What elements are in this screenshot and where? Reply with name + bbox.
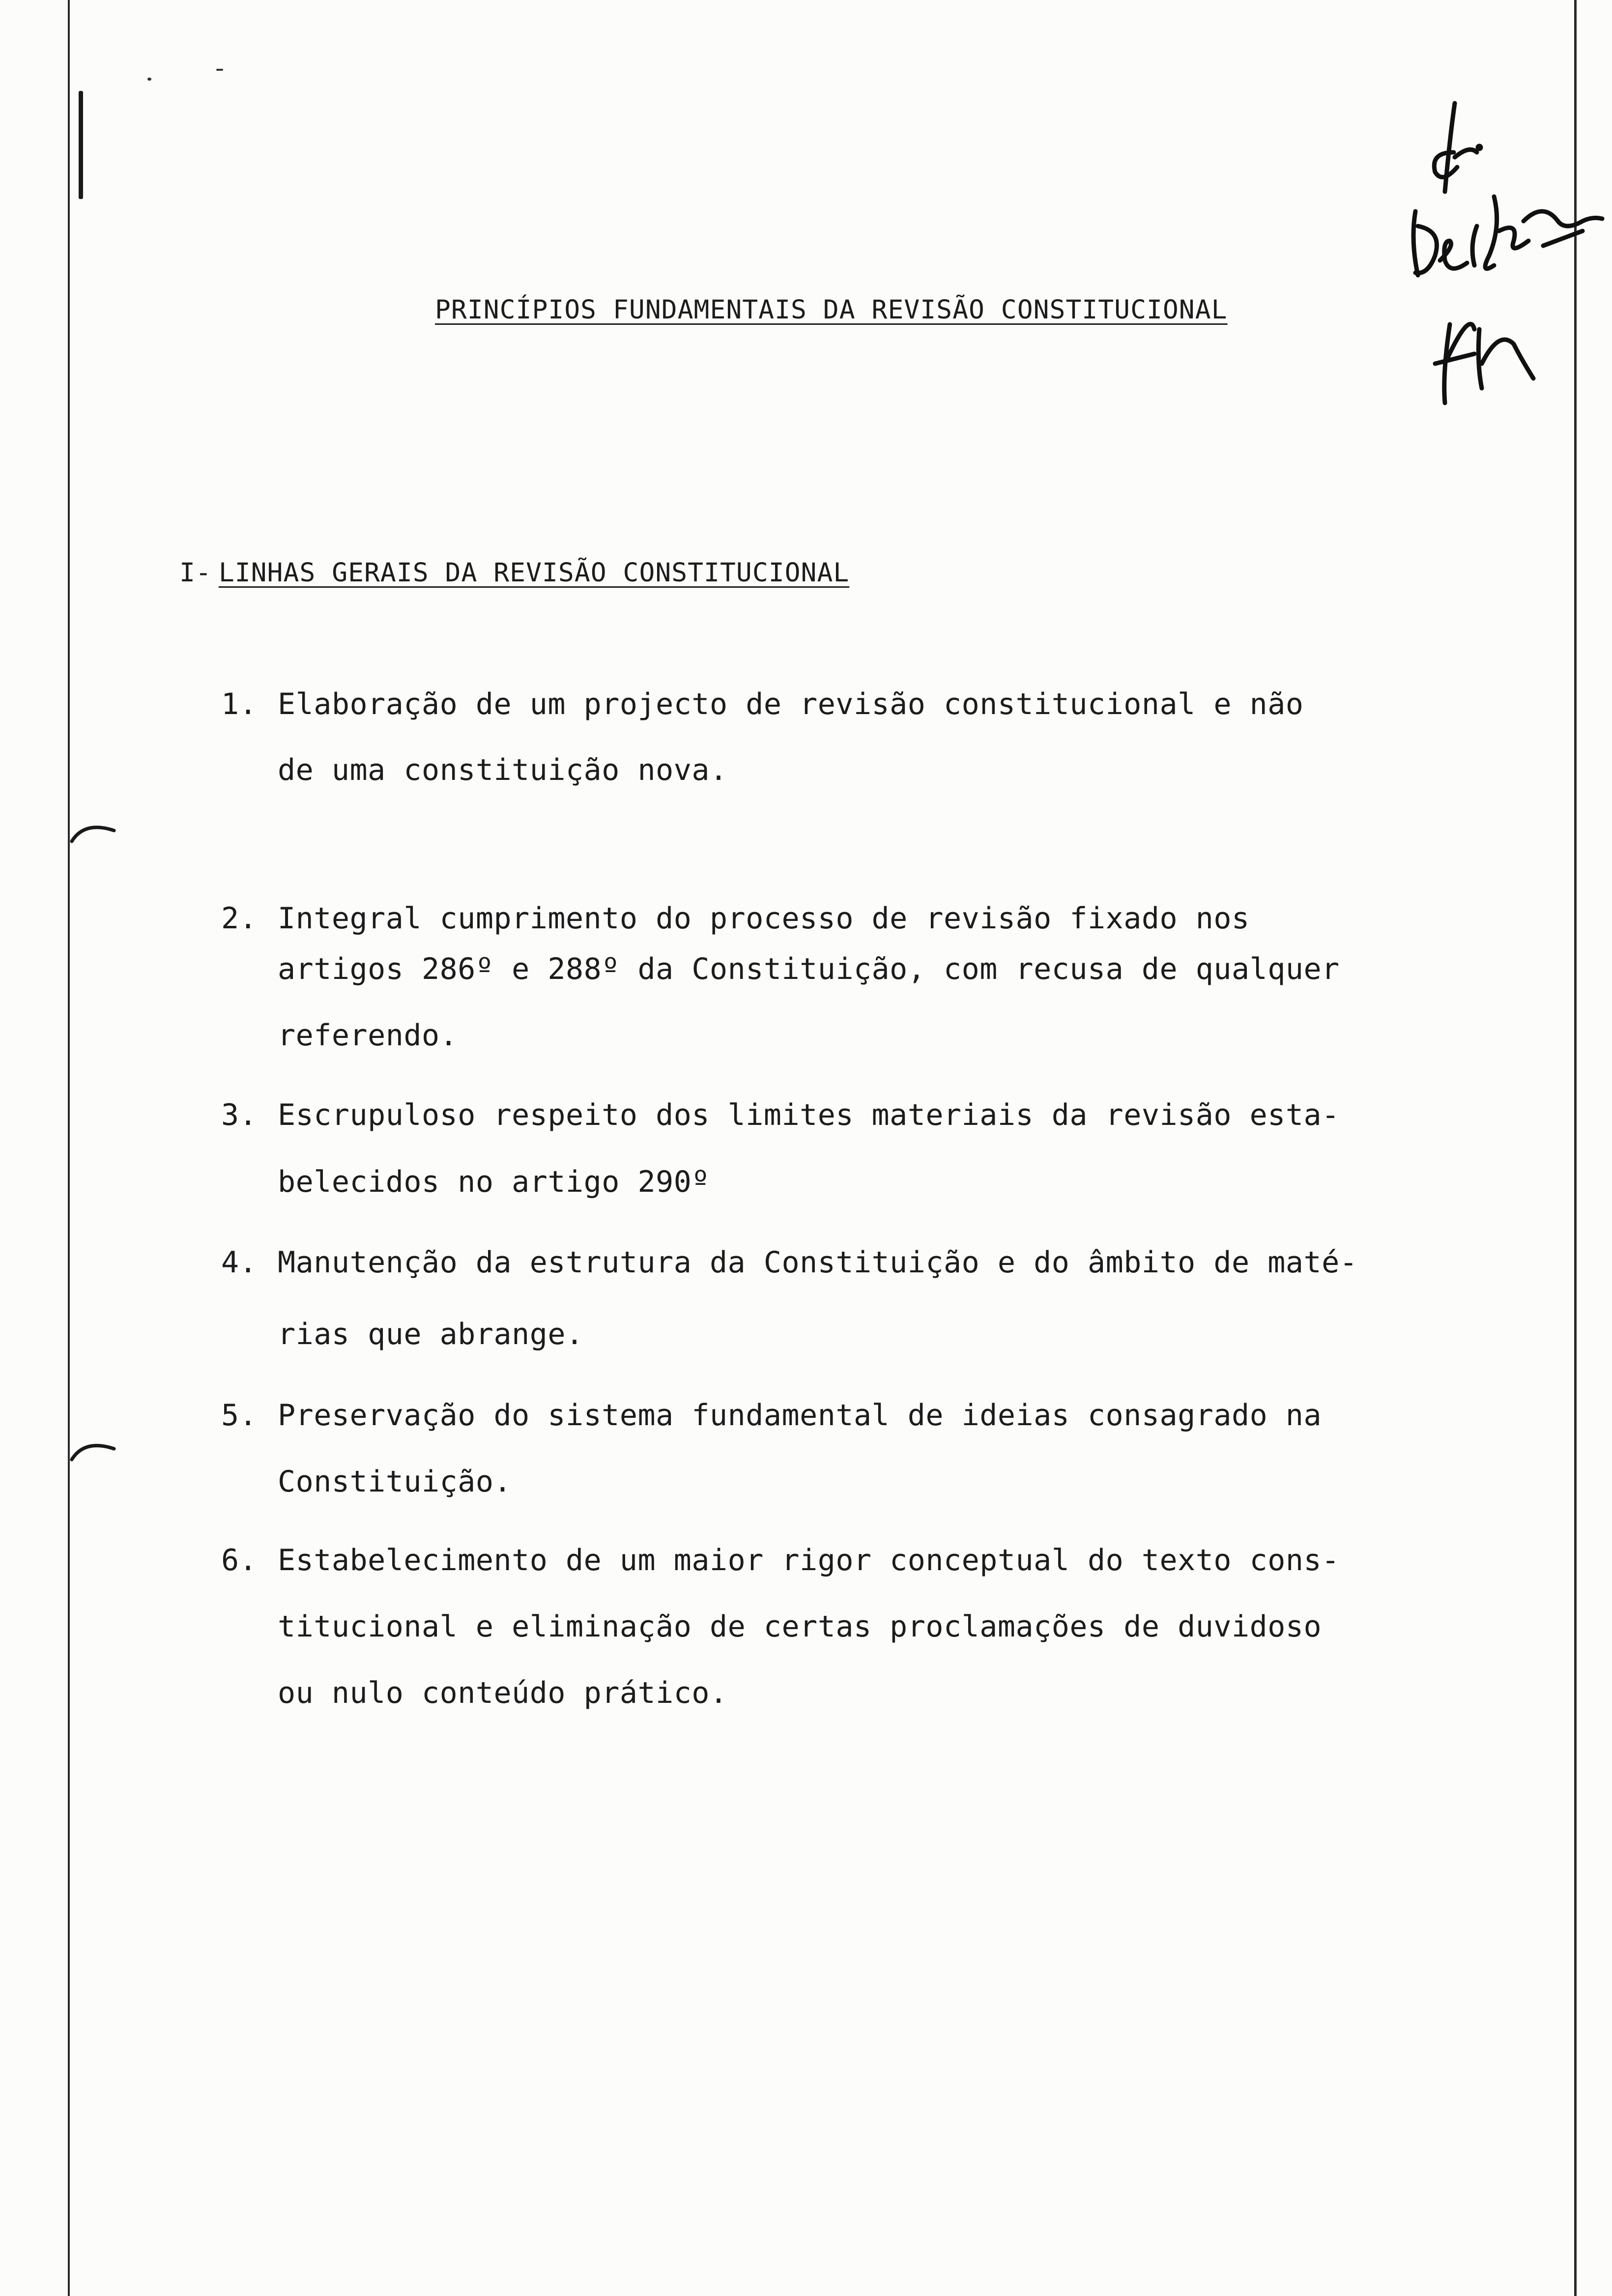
section-heading [179, 558, 849, 588]
list-item-2 [221, 901, 1250, 936]
scan-speck [216, 69, 223, 71]
list-item-line: de uma constituição nova. [278, 753, 728, 787]
list-item-number: 1. [221, 687, 258, 721]
list-item-number: 5. [221, 1398, 258, 1433]
section-title: LINHAS GERAIS DA REVISÃO CONSTITUCIONAL [218, 558, 850, 588]
list-item-6 [221, 1543, 1340, 1578]
list-item-line: Constituição. [278, 1464, 512, 1499]
list-item-1 [221, 687, 1304, 721]
list-item-line: referendo. [278, 1018, 458, 1053]
left-border-line [68, 0, 70, 2296]
document-title: PRINCÍPIOS FUNDAMENTAIS DA REVISÃO CONSTITUCIONAL [435, 295, 1228, 325]
list-item-number: 3. [221, 1098, 258, 1132]
list-item-number: 4. [221, 1245, 258, 1280]
margin-ink-mark [79, 91, 83, 199]
list-item-line: rias que abrange. [278, 1317, 584, 1351]
list-item-line: titucional e eliminação de certas proclamações de duvidoso [278, 1609, 1322, 1644]
list-item-line: ou nulo conteúdo prático. [278, 1676, 728, 1710]
list-item-line: Estabelecimento de um maior rigor conceptual do texto cons- [278, 1543, 1340, 1578]
list-item-5 [221, 1398, 1322, 1433]
list-item-number: 6. [221, 1543, 258, 1578]
list-item-line: Elaboração de um projecto de revisão constitucional e não [278, 687, 1304, 721]
punch-hole-mark-icon [70, 816, 116, 845]
list-item-3 [221, 1098, 1340, 1132]
handwritten-signature-icon [1396, 98, 1612, 413]
list-item-line: Escrupuloso respeito dos limites materiais da revisão esta- [278, 1098, 1340, 1132]
punch-hole-mark-icon [70, 1434, 116, 1464]
list-item-4 [221, 1245, 1357, 1280]
list-item-line: Integral cumprimento do processo de revisão fixado nos [278, 901, 1250, 936]
list-item-line: belecidos no artigo 290º [278, 1165, 710, 1199]
scan-speck [147, 78, 151, 81]
section-number: I- [179, 558, 212, 588]
list-item-number: 2. [221, 901, 258, 936]
list-item-line: Preservação do sistema fundamental de ideias consagrado na [278, 1398, 1322, 1433]
list-item-line: artigos 286º e 288º da Constituição, com recusa de qualquer [278, 952, 1340, 986]
list-item-line: Manutenção da estrutura da Constituição e do âmbito de maté- [278, 1245, 1358, 1280]
